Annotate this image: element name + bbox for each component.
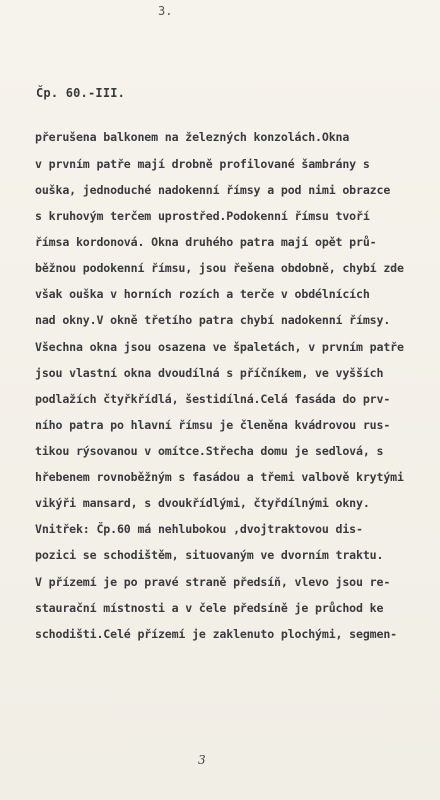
body-line-20: schodišti.Celé přízemí je zaklenuto plochými, segmen- [35, 627, 397, 641]
page-number-bottom: 3 [198, 753, 206, 767]
body-line-18: V přízemí je po pravé straně předsíň, vlevo jsou re- [35, 575, 391, 589]
body-line-12: ního patra po hlavní římsu je členěna kvádrovou rus- [35, 418, 391, 432]
body-line-13: tikou rýsovanou v omítce.Střecha domu je sedlová, s [35, 444, 384, 458]
body-line-4: s kruhovým terčem uprostřed.Podokenní římsu tvoří [35, 209, 370, 223]
body-line-1: přerušena balkonem na železných konzolách.Okna [35, 130, 350, 144]
body-line-19: staurační místnosti a v čele předsíně je průchod ke [35, 601, 384, 615]
body-line-16: Vnitřek: Čp.60 má nehlubokou ,dvojtraktovou dis- [35, 522, 363, 536]
body-line-5: římsa kordonová. Okna druhého patra mají opět prů- [35, 235, 377, 249]
body-line-2: v prvním patře mají drobně profilované šambrány s [35, 157, 370, 171]
body-line-3: ouška, jednoduché nadokenní římsy a pod nimi obrazce [35, 183, 391, 197]
body-line-9: Všechna okna jsou osazena ve špaletách, v prvním patře [35, 340, 404, 354]
body-line-10: jsou vlastní okna dvoudílná s příčníkem, ve vyšších [35, 366, 384, 380]
body-line-8: nad okny.V okně třetího patra chybí nadokenní římsy. [35, 313, 391, 327]
body-line-7: však ouška v horních rozích a terče v obdélnících [35, 287, 370, 301]
body-line-14: hřebenem rovnoběžným s fasádou a třemi valbově krytými [35, 470, 404, 484]
body-line-11: podlažích čtyřkřídlá, šestidílná.Celá fasáda do prv- [35, 392, 391, 406]
section-heading: Čp. 60.-III. [36, 86, 126, 100]
page-number-top: 3. [158, 4, 173, 18]
body-line-15: vikýři mansard, s dvoukřídlými, čtyřdílnými okny. [35, 496, 370, 510]
body-line-17: pozici se schodištěm, situovaným ve dvorním traktu. [35, 548, 384, 562]
body-line-6: běžnou podokenní římsu, jsou řešena obdobně, chybí zde [35, 261, 404, 275]
